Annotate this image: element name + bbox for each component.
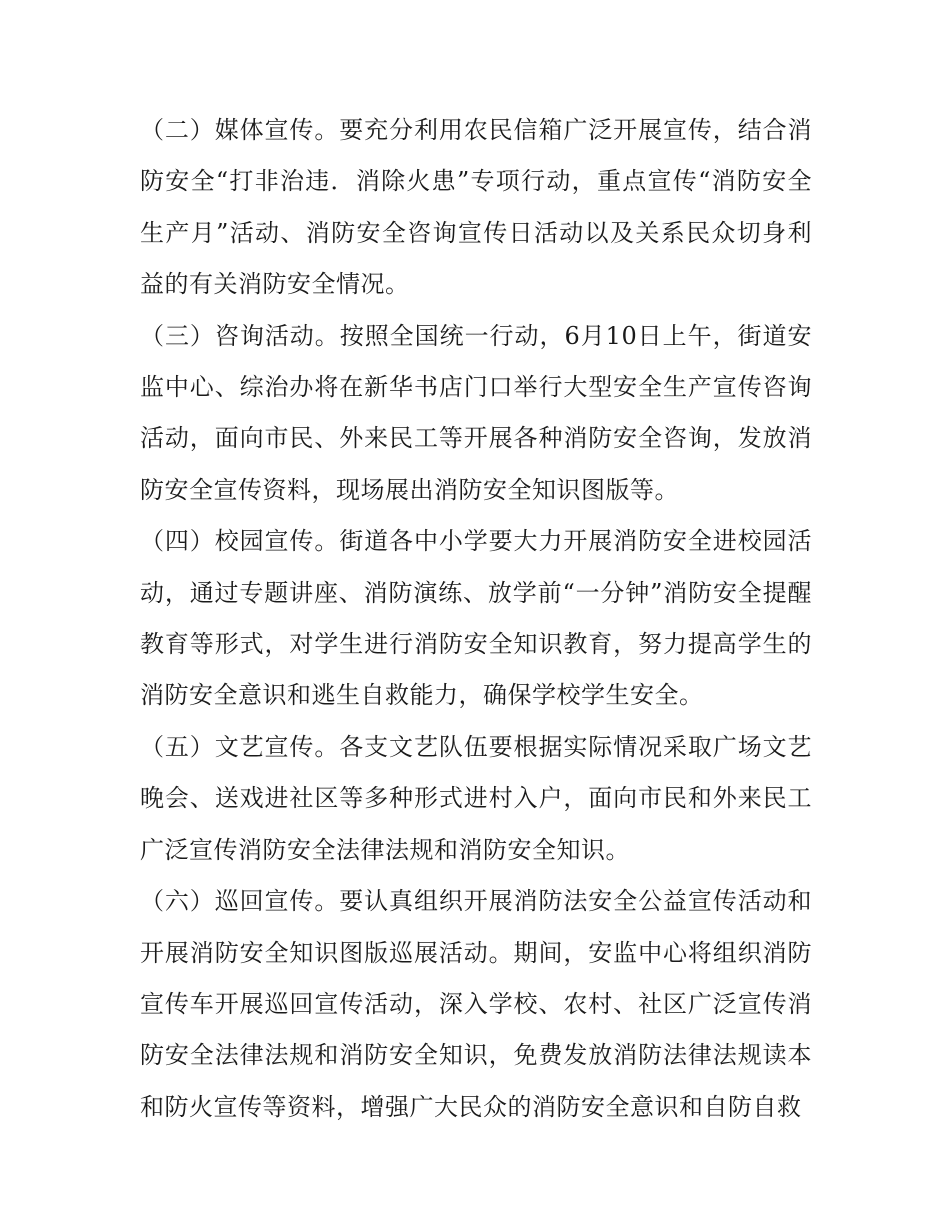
paragraph-consultation-activity: （三）咨询活动。按照全国统一行动，6月10日上午，街道安监中心、综治办将在新华书店门口举行大型安全生产宣传咨询活动，面向市民、外来民工等开展各种消防安全咨询，发放消防安全宣传资料，现场展出消防安全知识图版等。: [140, 321, 812, 504]
paragraph-campus-publicity: （四）校园宣传。街道各中小学要大力开展消防安全进校园活动，通过专题讲座、消防演练、放学前“一分钟”消防安全提醒教育等形式，对学生进行消防安全知识教育，努力提高学生的消防安全意识和逃生自救能力，确保学校学生安全。: [140, 527, 812, 710]
paragraph-arts-publicity: （五）文艺宣传。各支文艺队伍要根据实际情况采取广场文艺晚会、送戏进社区等多种形式进村入户，面向市民和外来民工广泛宣传消防安全法律法规和消防安全知识。: [140, 732, 812, 864]
document-body: [140, 105, 812, 1133]
paragraph-touring-publicity: （六）巡回宣传。要认真组织开展消防法安全公益宣传活动和开展消防安全知识图版巡展活动。期间，安监中心将组织消防宣传车开展巡回宣传活动，深入学校、农村、社区广泛宣传消防安全法律法规和消防安全知识，免费发放消防法律法规读本和防火宣传等资料，增强广大民众的消防安全意识和自防自救: [140, 887, 812, 1121]
paragraph-media-publicity: （二）媒体宣传。要充分利用农民信箱广泛开展宣传，结合消防安全“打非治违．消除火患”专项行动，重点宣传“消防安全生产月”活动、消防安全咨询宣传日活动以及关系民众切身利益的有关消防安全情况。: [140, 116, 812, 299]
